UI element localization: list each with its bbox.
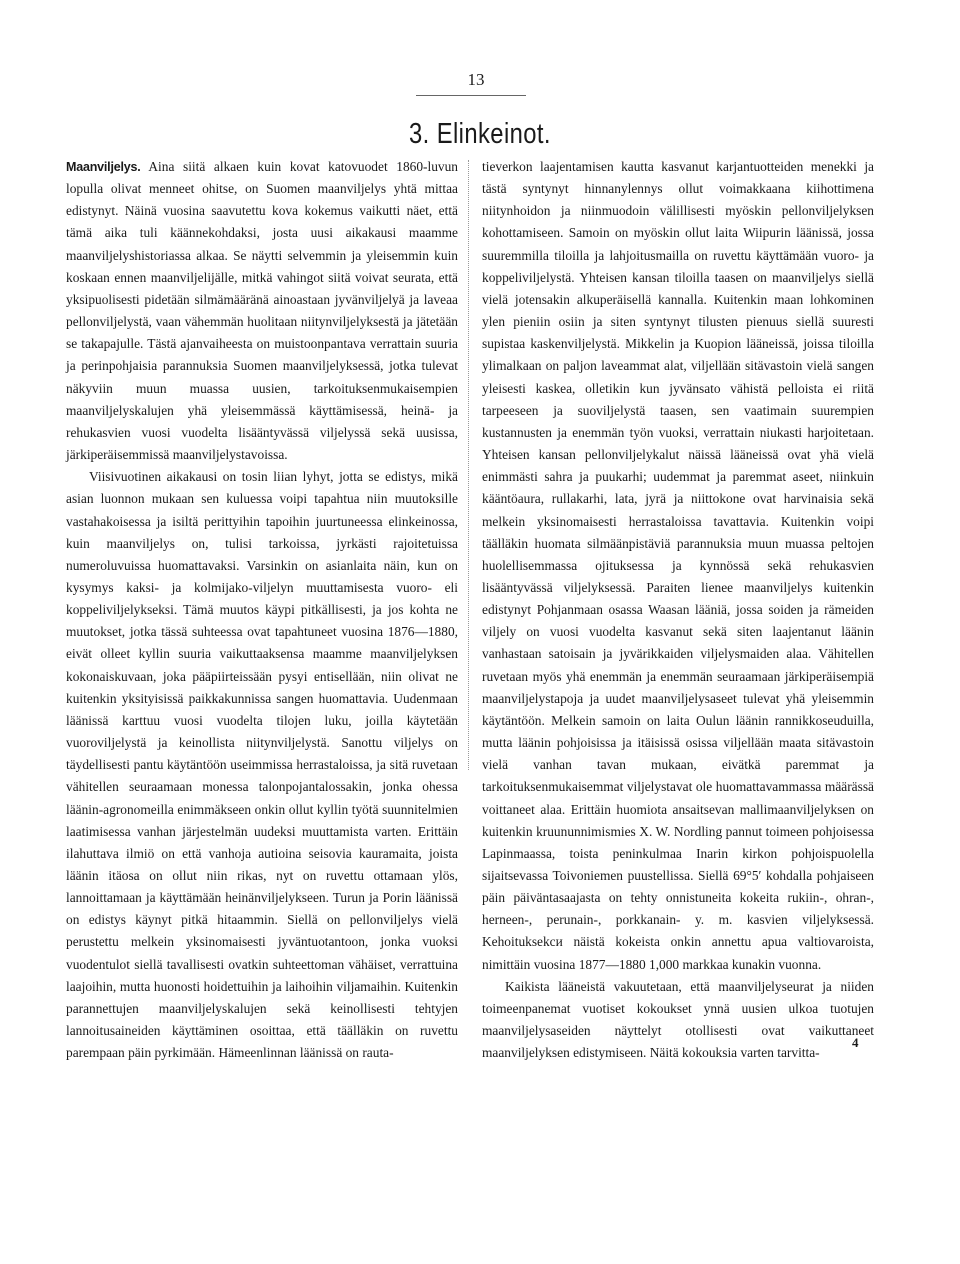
column-divider (468, 160, 469, 770)
right-paragraph-2: Kaikista lääneistä vakuutetaan, että maanviljelyseurat ja niiden toimeenpanemat vuotiset kokoukset ynnä uusien ulkoa tuotujen maanviljelysaseiden näyttelyt otollisesti ovat vaikuttaneet maanviljelyksen edistymiseen. Näitä kokouksia varten tarvitta- (482, 978, 874, 1061)
right-paragraph-1: tieverkon laajentamisen kautta kasvanut karjantuotteiden menekki ja tästä syntynyt hinnanylennys ollut voimakkaana kiihottimena niitynhoidon ja niinmuodoin välillisesti myöskin pellonviljelyksen kohottamiseen. Samoin on myöskin ollut laita Wiipurin läänissä, jossa suuremmilla tiloilla ja lahjoitusmailla on ruvettu käyttämään vuoro- ja koppeliviljelystä. Yhteisen kansan tiloilla taasen on maanviljelys siellä vielä jotensakin alkuperäisellä kannalla. Kuitenkin maan lohkominen ylen pieniin osiin ja siten syntynyt tilusten pienuus siellä suuresti supistaa kaskenviljelystä. Mikkelin ja Kuopion lääneissä, joissa tiloilla ylimalkaan on paljon laveammat alat, viljellään sitävastoin vielä sangen yleisesti kaskea, olletikin kun jyvänsato vähistä pelloista ei riitä tarpeeseen ja suoviljelystä taasen, sen vaatimain suurempien kustannusten ja enemmän työn vuoksi, verrattain niukasti harjoitetaan. Yhteisen kansan pellonviljelykalut näissä lääneissä ovat yhä vielä enimmästi sahra ja puukarhi; uudemmat ja paremmat aseet, niinkuin kääntöaura, rullakarhi, lata, jyrä ja niittokone ovat harvinaisia sekä melkein yksinomaisesti herrastaloissa tavattavia. Kuitenkin voipi täälläkin huomata silmäänpistäviä parannuksia muun muassa peltojen huolellisemmassa ojituksessa ja kynnössä sekä rehukasvien lisääntyvässä viljelyksessä. Paraiten lienee maanviljelys kuitenkin edistynyt Pohjanmaan osassa Waasan lääniä, jossa soiden ja rämeiden viljely on vuosi vuodelta kasvanut sekä siten laajentanut läänin vanhastaan satoisain ja jyvärikkaiden viljelysmaiden alaa. Vähitellen ruvetaan myös yhä enemmän ja enemmän seuraamaan järkiperäisempiä maanviljelystapoja ja uudet maanviljelysaseet tulevat yhä yleisemmin käytäntöön. Melkein samoin on laita Oulun läänin rannikkoseuduilla, mutta läänin pohjoisissa ja itäisissä osissa viljellään maata sitävastoin vielä vanhan tavan mukaan, eivätkä paremmat ja tarkoituksenmukaisemmat viljelystavat ole huomattavammassa määrässä voittaneet alaa. Erittäin huomiota ansaitsevan mallimaanviljelyksen on kuitenkin kruununnimismies X. W. Nordling pannut toimeen pohjoisessa Lapinmaassa, toista peninkulmaa Inarin kirkon pohjoispuolella sijaitsevassa Toivoniemen puustellissa. Siellä 69°5′ kohdalla pohjaiseen päin päiväntasaajasta on tehty onnistuneita kokeita rukiin-, ohran-, herneen-, perunain-, porkkanain- y. m. kasvien viljelyksessä. Kehoituksekси näistä kokeista onkin annettu apua valtiovaroista, nimittäin vuosina 1877—1880 1,000 markkaa kunakin vuonna. (482, 159, 874, 972)
signature-mark: 4 (852, 1035, 859, 1050)
left-paragraph-1-text: Aina siitä alkaen kuin kovat katovuodet 1860-luvun lopulla olivat menneet ohitse, on Suomen maanviljelys yhtä mittaa edistynyt. Näinä vuosina saavutettu kova kokemus vaikutti näet, että tämä aika tuli käännekohdaksi, josta uusi aikakausi maamme maanviljelyshistoriassa alkaa. Se näytti selvemmin ja yleisemmin kuin koskaan ennen maanviljelijälle, mitkä vahingot siitä voivat seurata, että yksipuolisesti pidetään silmämääränä ainoastaan jyvänviljelyä ja laveaa pellonviljelystä, vaan vähemmän huolitaan niitynviljelyksestä ja jätetään se takapajulle. Tästä ajanvaiheesta on muistoonpantava verrattain suuria ja perinpohjaisia parannuksia Suomen maanviljelyksessä, jotka tulevat näkyviin muun muassa uusien, tarkoituksenmukaisempien maanviljelyskalujen yhä yleisemmässä käyttämisessä, heinä- ja rehukasvien vuosi vuodelta lisääntyvässä viljelyssä sekä uusissa, järkiperäisemmissä maanviljelystavoissa. (66, 159, 458, 463)
header-rule (416, 95, 526, 96)
left-paragraph-1 (66, 156, 458, 466)
right-column (482, 156, 874, 1064)
side-heading: Maanviljelys. (66, 160, 141, 174)
section-heading: 3. Elinkeinot. (409, 118, 551, 150)
left-column (66, 156, 458, 1064)
left-paragraph-2: Viisivuotinen aikakausi on tosin liian lyhyt, jotta se edistys, mikä asian luonnon mukaan sen kuluessa voipi tapahtua niin muutoksille vastahakoisessa ja isiltä perittyihin tapoihin juurtuneessa elinkeinossa, kuin maanviljelys on, tulisi tarkoissa, jyrkästi rajoitetuissa numeroluvuissa huomattavaksi. Varsinkin on asianlaita näin, kun on kysymys kaksi- ja kolmijako-viljelyn muuttamisesta vuoro- eli koppeliviljelykseksi. Tämä muutos käypi pitkällisesti, ja jos kohta ne muutokset, jotka tässä suhteessa ovat tapahtuneet vuosina 1876—1880, eivät olleet kyllin suuria vaikuttaaksensa maamme maanviljelyksen kokonaiskuvaan, joka pääpiirteissään pysyi entisellään, niin olivat ne kuitenkin yksityisissä paikkakunnissa sangen huomattavia. Uudenmaan läänissä karttuu vuosi vuodelta tilojen luku, joilla käytetään vuoroviljelystä ja keinollista niitynviljelystä. Sanottu viljelys on täydellisesti pantu käytäntöön useimmissa herrastaloissa, ja sitä ruvetaan vähitellen seuraamaan monessa talonpojantalossakin, jonka ohessa läänin-agronomeilla enimmäkseen onkin ollut kyllin työtä suunnitelmien laatimisessa vanhan järjestelmän uudeksi muuttamista varten. Erittäin ilahuttava ilmiö on että vanhoja autioina seisovia kauramaita, joista läänin itäosa on ollut niin rikas, nyt on ruvettu ottamaan ylös, lannoittamaan ja käyttämään heinänviljelykseen. Turun ja Porin läänissä on edistys käynyt pitkä hitaammin. Siellä on pellonviljelys vielä perustettu melkein yksinomaisesti jyväntuotantoon, jonka vuoksi vuodentulot siellä tavallisesti ovatkin suhteettoman vähäiset, verrattuina laajoihin, mutta huonosti hoidettuihin ja laihoihin viljamaihin. Kuitenkin parannettujen maanviljelyskalujen sekä keinollisesti tehtyjen lannoitusaineiden käyttäminen osoittaa, että täälläkin on ruvettu parempaan päin pyrkimään. Hämeenlinnan läänissä on rauta- (66, 469, 458, 1061)
page-number: 13 (467, 70, 485, 89)
